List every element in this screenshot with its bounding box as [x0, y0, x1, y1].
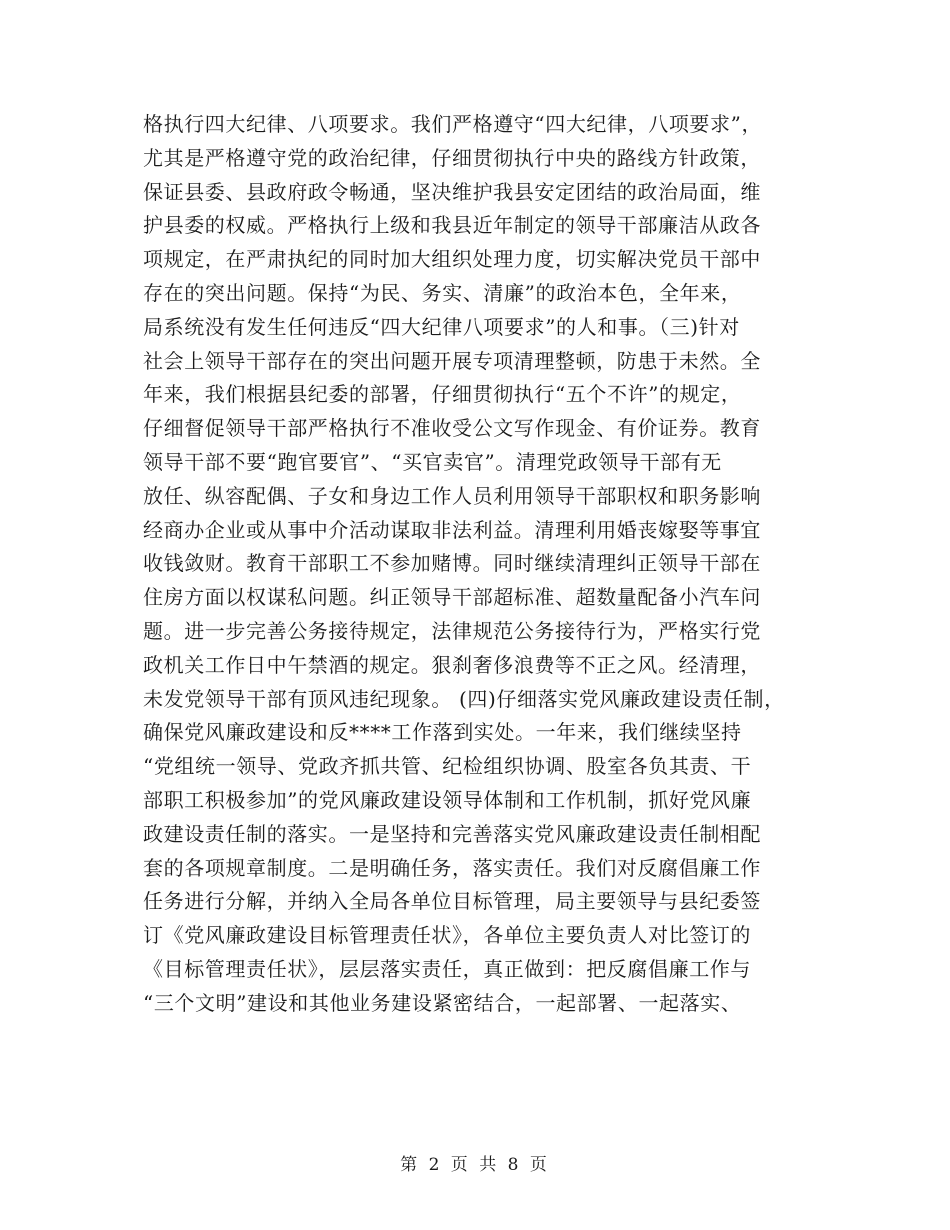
- body-text: [143, 108, 843, 1021]
- text-line: 尤其是严格遵守党的政治纪律，仔细贯彻执行中央的路线方针政策，: [143, 145, 761, 170]
- text-line: 《目标管理责任状》，层层落实责任，真正做到：把反腐倡廉工作与: [143, 956, 751, 981]
- text-line: 保证县委、县政府政令畅通，坚决维护我县安定团结的政治局面，维: [143, 179, 761, 204]
- text-line: 政机关工作日中午禁酒的规定。狠刹奢侈浪费等不正之风。经清理，: [143, 652, 761, 677]
- text-line: 住房方面以权谋私问题。纠正领导干部超标准、超数量配备小汽车问: [143, 585, 761, 610]
- text-line: 部职工积极参加”的党风廉政建设领导体制和工作机制，抓好党风廉: [143, 787, 752, 812]
- text-line: 订《党风廉政建设目标管理责任状》，各单位主要负责人对比签订的: [143, 923, 751, 948]
- text-line: “党组统一领导、党政齐抓共管、纪检组织协调、股室各负其责、干: [143, 754, 752, 779]
- text-line: 存在的突出问题。保持“为民、务实、清廉”的政治本色，全年来，: [143, 280, 742, 305]
- text-line: 仔细督促领导干部严格执行不准收受公文写作现金、有价证券。教育: [143, 416, 761, 441]
- text-line: 题。进一步完善公务接待规定，法律规范公务接待行为，严格实行党: [143, 618, 761, 643]
- text-line: 收钱敛财。教育干部职工不参加赌博。同时继续清理纠正领导干部在: [143, 551, 761, 576]
- text-line: 任务进行分解，并纳入全局各单位目标管理，局主要领导与县纪委签: [143, 889, 761, 914]
- text-line: 格执行四大纪律、八项要求。我们严格遵守“四大纪律，八项要求”，: [143, 112, 763, 136]
- text-line: 项规定，在严肃执纪的同时加大组织处理力度，切实解决党员干部中: [143, 247, 761, 272]
- text-line: 护县委的权威。严格执行上级和我县近年制定的领导干部廉洁从政各: [143, 213, 761, 238]
- text-line: 领导干部不要“跑官要官”、“买官卖官”。清理党政领导干部有无: [143, 449, 722, 474]
- text-line: 经商办企业或从事中介活动谋取非法利益。清理利用婚丧嫁娶等事宜: [143, 517, 761, 542]
- text-line: 社会上领导干部存在的突出问题开展专项清理整顿，防患于未然。全: [143, 348, 761, 373]
- text-line: 确保党风廉政建设和反****工作落到实处。一年来，我们继续坚持: [143, 720, 742, 745]
- text-line: “三个文明”建设和其他业务建设紧密结合，一起部署、一起落实、: [143, 990, 742, 1015]
- text-line: 未发党领导干部有顶风违纪现象。 (四)仔细落实党风廉政建设责任制，: [143, 686, 785, 711]
- text-line: 年来，我们根据县纪委的部署，仔细贯彻执行“五个不许”的规定，: [143, 382, 742, 407]
- page-footer: [0, 1150, 950, 1175]
- text-line: 局系统没有发生任何违反“四大纪律八项要求”的人和事。（三)针对: [143, 314, 740, 339]
- text-line: 政建设责任制的落实。一是坚持和完善落实党风廉政建设责任制相配: [143, 821, 761, 846]
- text-line: 放任、纵容配偶、子女和身边工作人员利用领导干部职权和职务影响: [143, 483, 761, 508]
- page-number: 第 2 页 共 8 页: [400, 1155, 550, 1175]
- text-line: 套的各项规章制度。二是明确任务，落实责任。我们对反腐倡廉工作: [143, 855, 761, 880]
